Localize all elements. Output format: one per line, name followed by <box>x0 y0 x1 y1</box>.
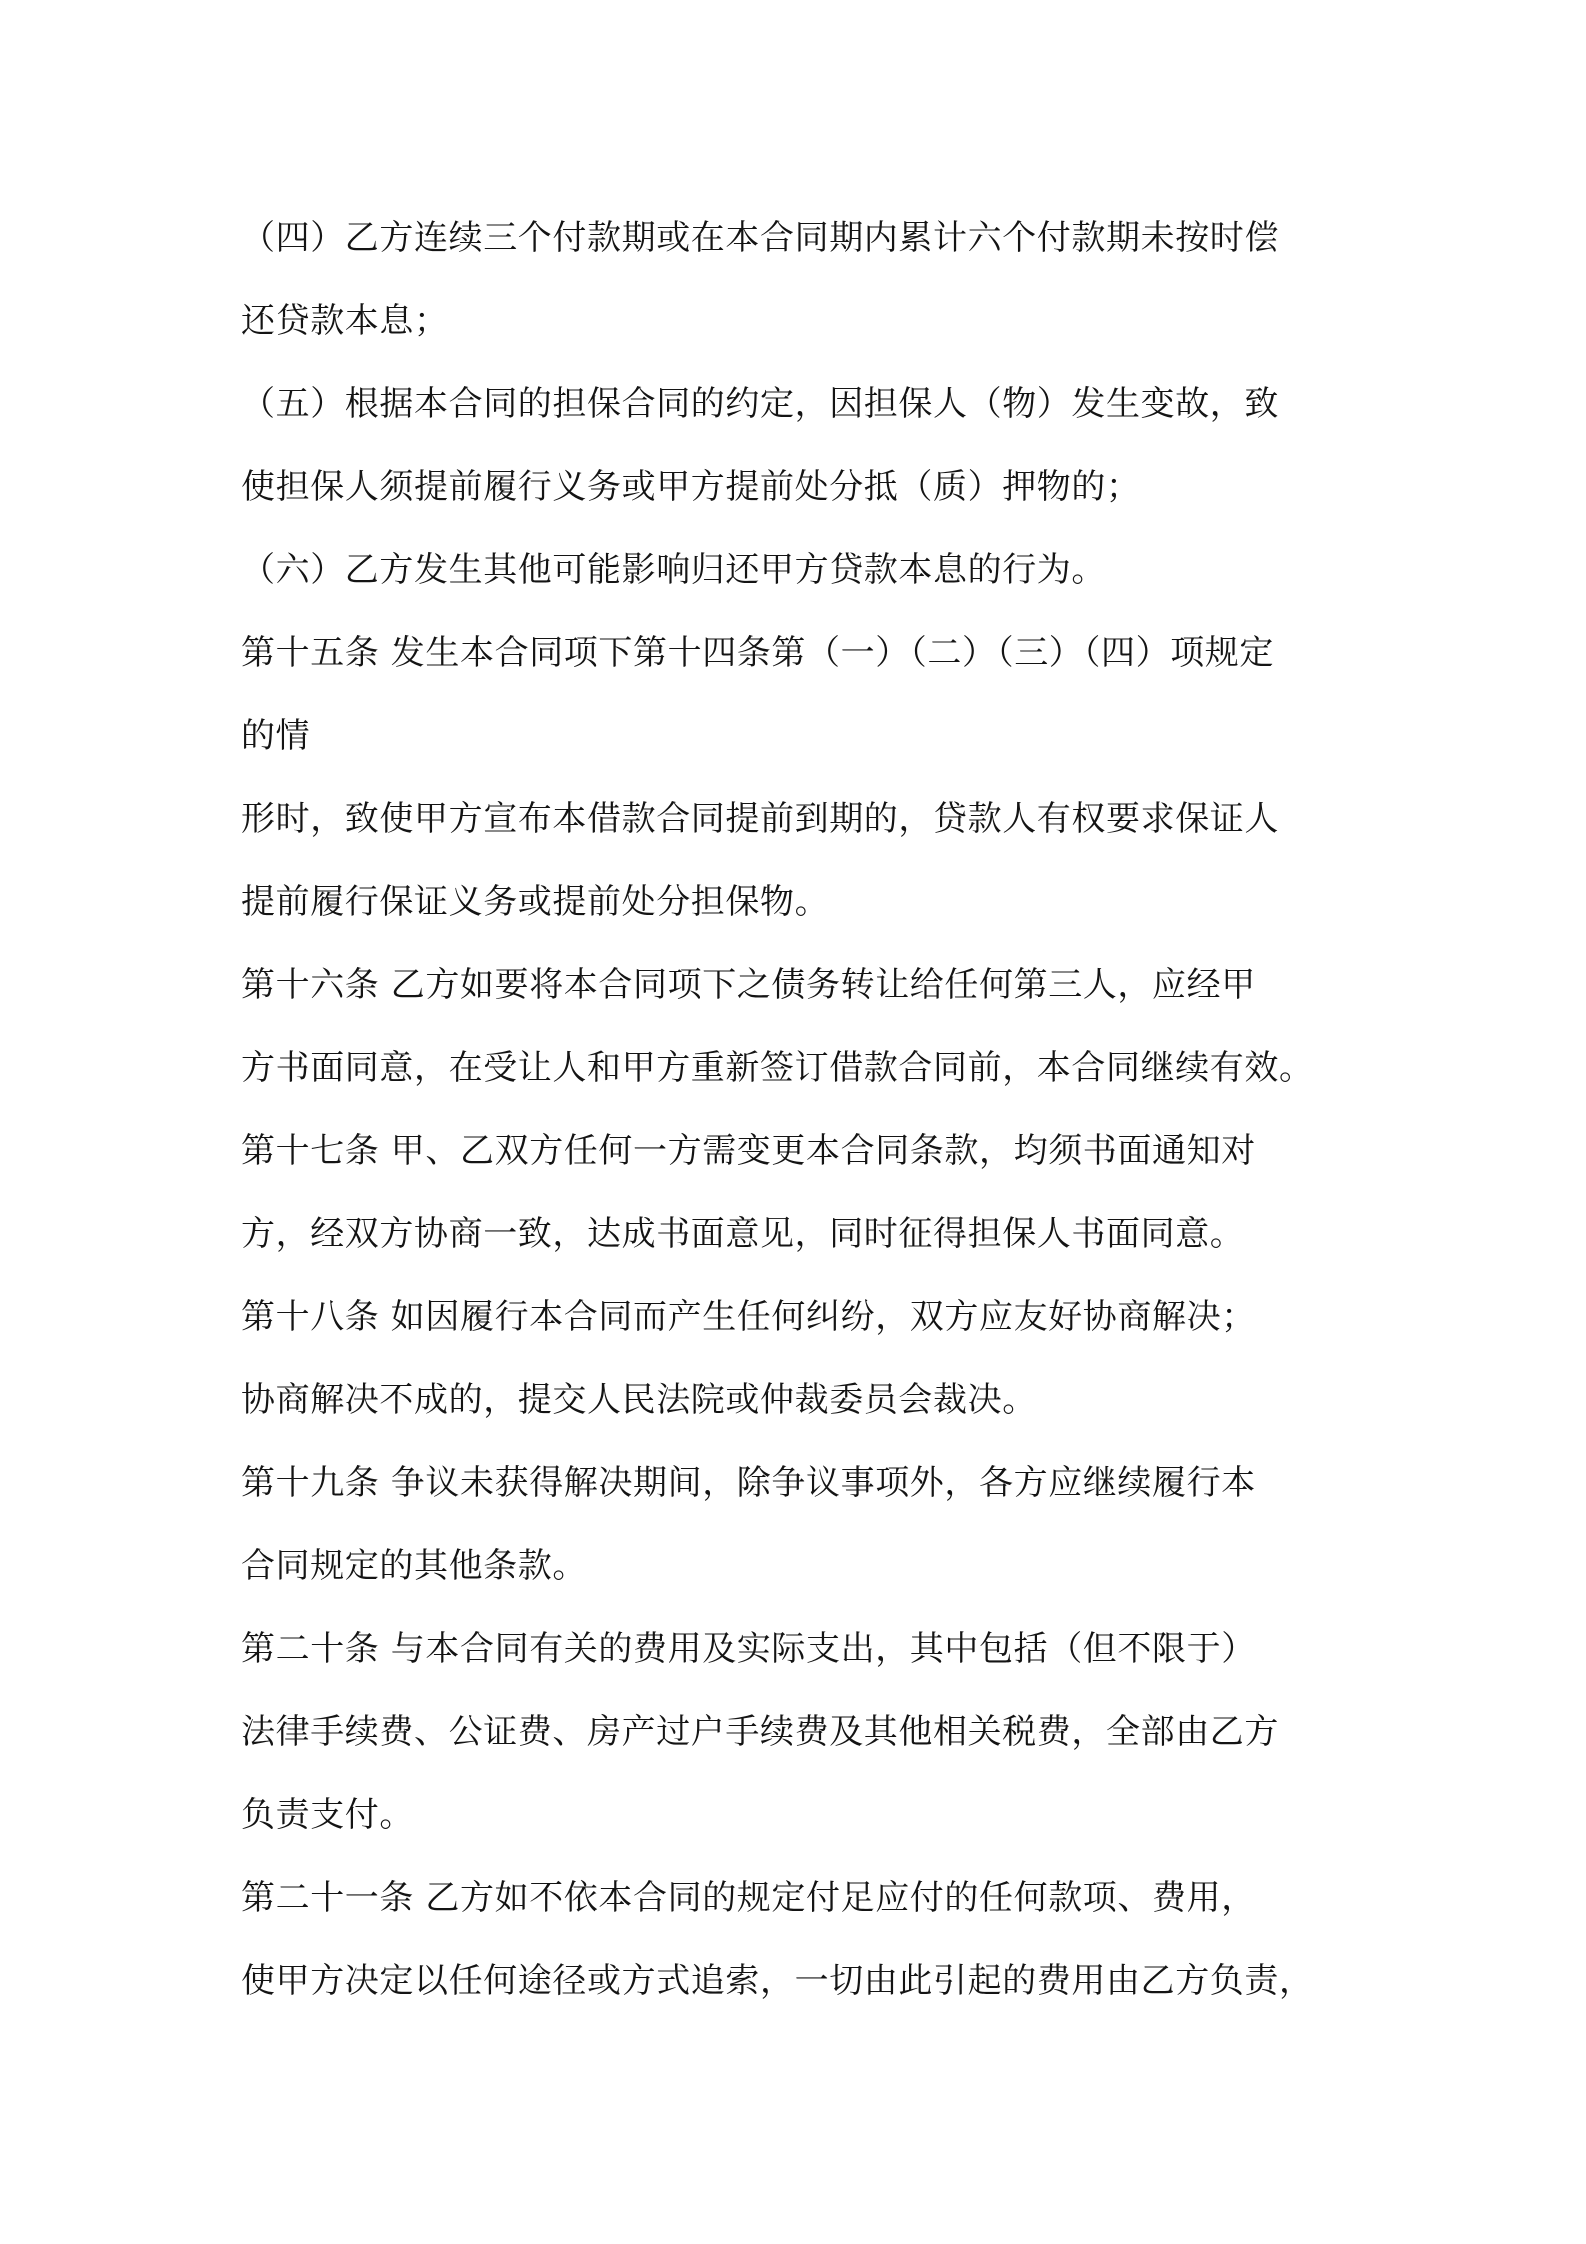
text-line: （六）乙方发生其他可能影响归还甲方贷款本息的行为。 <box>241 550 1106 590</box>
text-line: 第十五条 发生本合同项下第十四条第（一）（二）（三）（四）项规定 <box>241 633 1275 673</box>
text-line: 形时，致使甲方宣布本借款合同提前到期的，贷款人有权要求保证人 <box>241 799 1279 839</box>
text-line: 协商解决不成的，提交人民法院或仲裁委员会裁决。 <box>241 1380 1037 1420</box>
text-line: 第十九条 争议未获得解决期间，除争议事项外，各方应继续履行本 <box>241 1463 1256 1503</box>
text-line: 提前履行保证义务或提前处分担保物。 <box>241 882 830 922</box>
text-line: 合同规定的其他条款。 <box>241 1546 587 1586</box>
text-line: （五）根据本合同的担保合同的约定，因担保人（物）发生变故，致 <box>241 384 1279 424</box>
text-line: 第二十一条 乙方如不依本合同的规定付足应付的任何款项、费用， <box>241 1878 1256 1918</box>
text-line: 使担保人须提前履行义务或甲方提前处分抵（质）押物的； <box>241 467 1141 507</box>
text-line: 使甲方决定以任何途径或方式追索，一切由此引起的费用由乙方负责， <box>241 1961 1314 2001</box>
text-line: （四）乙方连续三个付款期或在本合同期内累计六个付款期未按时偿 <box>241 218 1279 258</box>
text-line: 第二十条 与本合同有关的费用及实际支出，其中包括（但不限于） <box>241 1629 1256 1669</box>
text-line: 法律手续费、公证费、房产过户手续费及其他相关税费，全部由乙方 <box>241 1712 1279 1752</box>
text-line: 第十八条 如因履行本合同而产生任何纠纷，双方应友好协商解决； <box>241 1297 1256 1337</box>
text-line: 负责支付。 <box>241 1795 414 1835</box>
text-line: 方，经双方协商一致，达成书面意见，同时征得担保人书面同意。 <box>241 1214 1245 1254</box>
text-line: 还贷款本息； <box>241 301 449 341</box>
text-line: 方书面同意，在受让人和甲方重新签订借款合同前，本合同继续有效。 <box>241 1048 1314 1088</box>
text-line: 第十七条 甲、乙双方任何一方需变更本合同条款，均须书面通知对 <box>241 1131 1256 1171</box>
contract-text-body <box>241 197 1381 2023</box>
text-line: 的情 <box>241 716 311 756</box>
text-line: 第十六条 乙方如要将本合同项下之债务转让给任何第三人，应经甲 <box>241 965 1256 1005</box>
